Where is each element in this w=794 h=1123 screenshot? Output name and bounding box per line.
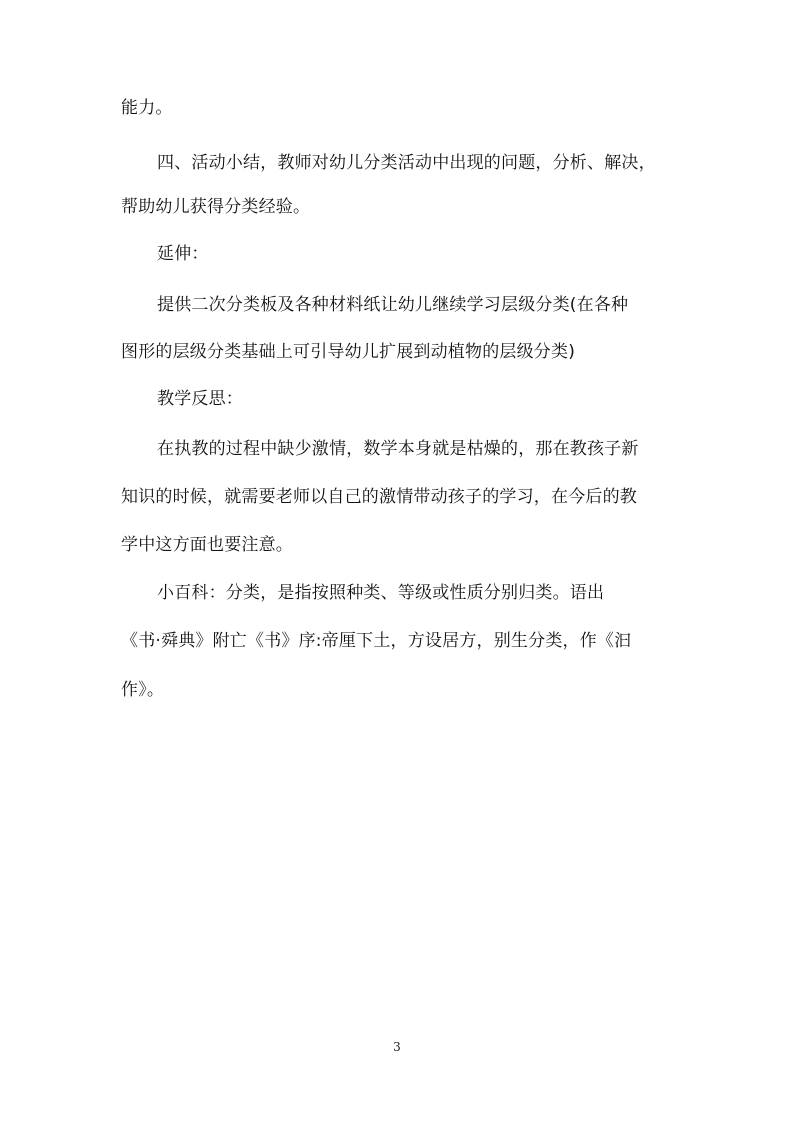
text-line: 知识的时候，就需要老师以自己的激情带动孩子的学习，在今后的教 (121, 487, 637, 507)
text-line: 四、活动小结，教师对幼儿分类活动中出现的问题，分析、解决， (157, 153, 656, 173)
section-heading: 延伸： (157, 244, 209, 264)
text-line: 小百科：分类，是指按照种类、等级或性质分别归类。语出 (157, 583, 605, 603)
text-line: 在执教的过程中缺少激情，数学本身就是枯燥的，那在教孩子新 (157, 439, 639, 459)
text-line: 作》。 (121, 680, 165, 700)
section-heading: 教学反思： (157, 389, 243, 409)
text-line: 提供二次分类板及各种材料纸让幼儿继续学习层级分类(在各种 (157, 295, 629, 315)
page-number: 3 (393, 1040, 401, 1054)
text-line: 学中这方面也要注意。 (121, 535, 293, 555)
text-line: 图形的层级分类基础上可引导幼儿扩展到动植物的层级分类) (121, 342, 576, 362)
text-line: 帮助幼儿获得分类经验。 (121, 197, 311, 217)
text-line: 《书·舜典》附亡《书》序:帝厘下土，方设居方，别生分类，作《汩 (121, 631, 632, 651)
text-line: 能力。 (121, 98, 173, 118)
